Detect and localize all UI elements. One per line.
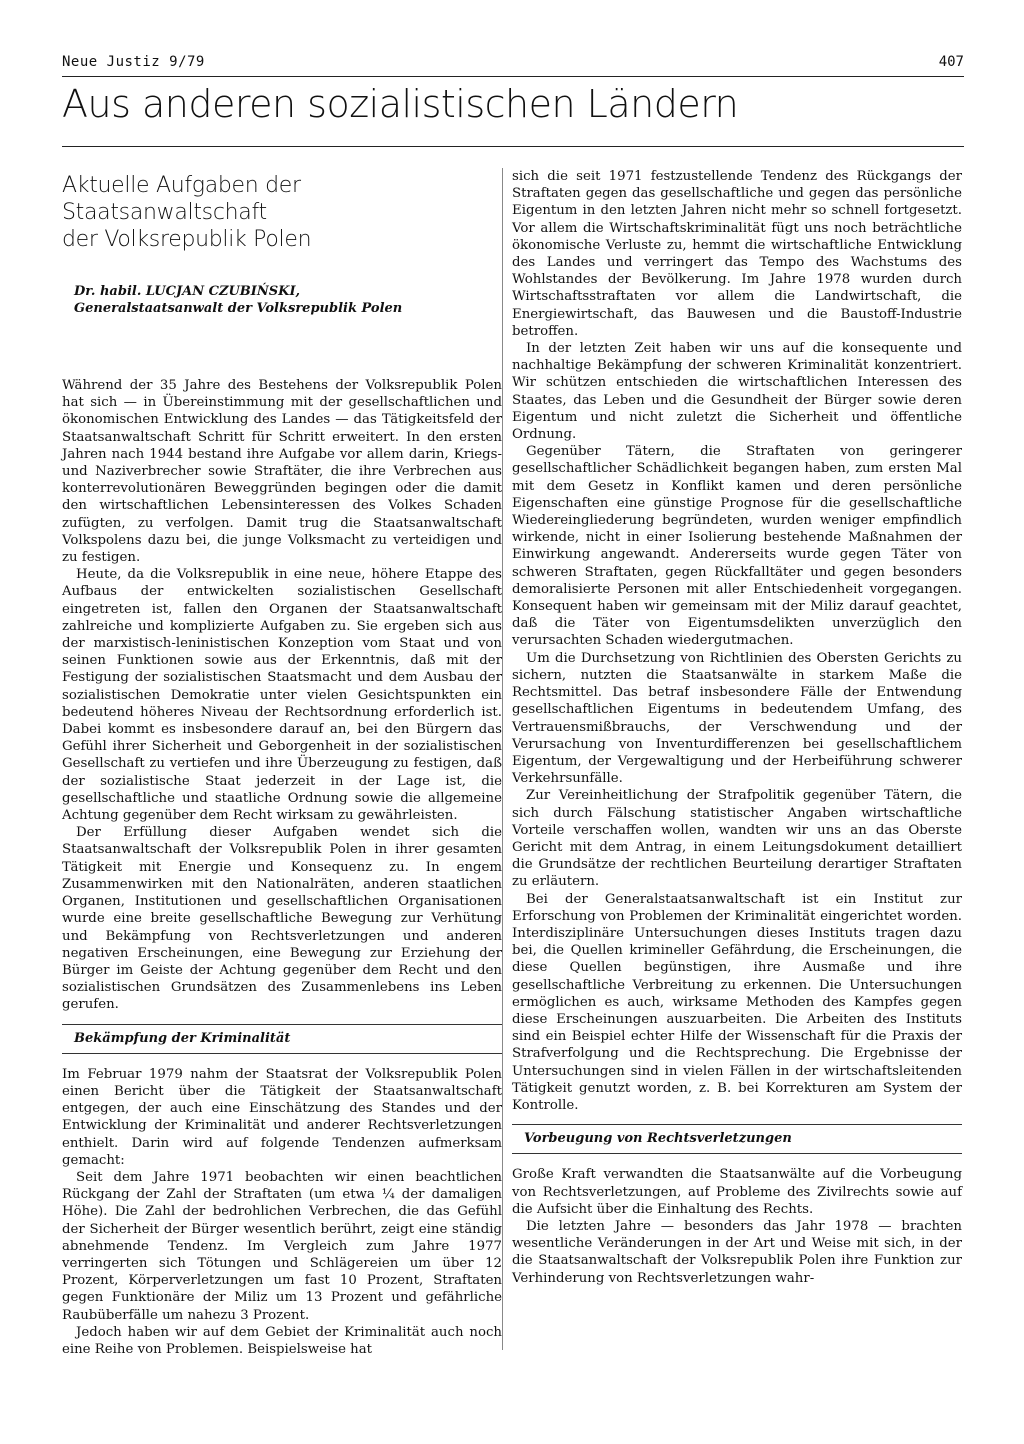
paragraph: Der Erfüllung dieser Aufgaben wendet sich die Staatsanwaltschaft der Volksrepublik Polen in ihrer gesamten Tätigkeit mit Energie und Konsequenz zu. In engem Zusammenwirken mit den Nationalräten, anderen staatlichen Organen, Institutionen und gesellschaftlichen Organisationen wurde eine breite gesellschaftliche Bewegung zur Verhütung und Bekämpfung von Rechtsverletzungen und anderen negativen Erscheinungen, eine Bewegung zur Erziehung der Bürger im Geiste der Achtung gegenüber dem Recht und den sozialistischen Grundsätzen des Zusammenlebens ins Leben gerufen. (62, 825, 502, 1013)
left-column (62, 168, 502, 1358)
section-title: Aus anderen sozialistischen Ländern (62, 82, 739, 126)
paragraph: Heute, da die Volksrepublik in eine neue, höhere Etappe des Aufbaus der entwickelten sozialistischen Gesellschaft eingetreten ist, fallen den Organen der Staatsanwaltschaft zahlreiche und komplizierte Aufgaben zu. Sie ergeben sich aus der marxistisch-leninistischen Konzeption vom Staat und von seinen Funktionen sowie aus der Erkenntnis, daß mit der Festigung der sozialistischen Staatsmacht und dem Ausbau der sozialistischen Demokratie unter vielen Gesichtspunkten ein bedeutend höheres Niveau der Rechtsordnung erforderlich ist. Dabei kommt es insbesondere darauf an, bei den Bürgern das Gefühl ihrer Sicherheit und Geborgenheit in der sozialistischen Gesellschaft zu vertiefen und ihre Überzeugung zu festigen, daß der sozialistische Staat jederzeit in der Lage ist, die gesellschaftliche und staatliche Ordnung sowie die allgemeine Achtung gegenüber dem Recht wirksam zu gewährleisten. (62, 567, 502, 824)
author-role: Generalstaatsanwalt der Volksrepublik Polen (74, 301, 403, 316)
author-name: Dr. habil. LUCJAN CZUBIŃSKI, (74, 284, 301, 299)
subheading: Vorbeugung von Rechtsverletzungen (524, 1131, 792, 1147)
paragraph: Im Februar 1979 nahm der Staatsrat der Volksrepublik Polen einen Bericht über die Tätigkeit der Staatsanwaltschaft entgegen, der auch eine Einschätzung des Standes und der Entwicklung der Kriminalität und anderer Rechtsverletzungen enthielt. Darin wird auf folgende Tendenzen aufmerksam gemacht: (62, 1066, 502, 1168)
paragraph: In der letzten Zeit haben wir uns auf die konsequente und nachhaltige Bekämpfung der schweren Kriminalität konzentriert. Wir schützen entschieden die wirtschaftlichen Interessen des Staates, das Leben und die Gesundheit der Bürger sowie deren Eigentum und nicht zuletzt die Sicherheit und öffentliche Ordnung. (512, 341, 962, 443)
subheading: Bekämpfung der Kriminalität (74, 1030, 291, 1046)
paragraph: Gegenüber Tätern, die Straftaten von geringerer gesellschaftlicher Schädlichkeit begangen haben, zum ersten Mal mit dem Gesetz in Konflikt kamen und deren persönliche Eigenschaften eine günstige Prognose für die gesellschaftliche Wiedereingliederung begründeten, wurden weniger empfindlich wirkende, nicht in einer Isolierung bestehende Maßnahmen der Einwirkung angewandt. Andererseits wurde gegen Täter von schweren Straftaten, gegen Rückfalltäter und gegen besonders demoralisierte Personen mit aller Entschiedenheit vorgegangen. Konsequent haben wir gemeinsam mit der Miliz darauf geachtet, daß die Täter von Eigentumsdelikten unverzüglich den verursachten Schaden wiedergutmachen. (512, 444, 962, 649)
paragraph: Jedoch haben wir auf dem Gebiet der Kriminalität auch noch eine Reihe von Problemen. Beispielsweise hat (62, 1324, 502, 1357)
subheading-box (512, 1124, 962, 1154)
article-title-line-2: der Volksrepublik Polen (62, 227, 312, 252)
header-rule (62, 76, 964, 77)
paragraph: Um die Durchsetzung von Richtlinien des Obersten Gerichts zu sichern, nutzten die Staatsanwälte in starkem Maße die Rechtsmittel. Das betraf insbesondere Fälle der Entwendung gesellschaftlichen Eigentums in bedeutendem Umfang, des Vertrauensmißbrauchs, der Verschwendung und der Verursachung von Inventurdifferenzen bei gesellschaftlichem Eigentum, der Vergewaltigung und der Herbeiführung schwerer Verkehrsunfälle. (512, 650, 962, 787)
article-title-line-1: Aktuelle Aufgaben der Staatsanwaltschaft (62, 173, 301, 225)
paragraph: Bei der Generalstaatsanwaltschaft ist ein Institut zur Erforschung von Problemen der Kriminalität eingerichtet worden. Interdisziplinäre Untersuchungen dieses Instituts tragen dazu bei, die Quellen krimineller Gefährdung, die Erscheinungen, die diese Quellen begünstigen, ihre Ausmaße und ihre gesellschaftliche Verbreitung zu erkennen. Die Untersuchungen ermöglichen es auch, wirksame Methoden des Kampfes gegen diese Erscheinungen auszuarbeiten. Die Arbeiten des Instituts sind ein Beispiel echter Hilfe der Wissenschaft für die Praxis der Strafverfolgung und die Rechtsprechung. Die Ergebnisse der Untersuchungen sind in vielen Fällen in der wirtschaftsleitenden Tätigkeit genutzt worden, z. B. bei Korrekturen am System der Kontrolle. (512, 891, 962, 1113)
paragraph: Während der 35 Jahre des Bestehens der Volksrepublik Polen hat sich — in Übereinstimmung mit der gesellschaftlichen und ökonomischen Entwicklung des Landes — das Tätigkeitsfeld der Staatsanwaltschaft Schritt für Schritt erweitert. In den ersten Jahren nach 1944 bestand ihre Aufgabe vor allem darin, Kriegs- und Naziverbrecher sowie Straftäter, die ihre Verbrechen aus konterrevolutionären Beweggründen begingen oder die damit den wirtschaftlichen Lebensinteressen des Volkes Schaden zufügten, zu verfolgen. Damit trug die Staatsanwaltschaft Volkspolens dazu bei, die junge Volksmacht zu verteidigen und zu festigen. (62, 378, 502, 566)
paragraph: Seit dem Jahre 1971 beobachten wir einen beachtlichen Rückgang der Zahl der Straftaten (um etwa ¼ der damaligen Höhe). Die Zahl der bedrohlichen Verbrechen, die das Gefühl der Sicherheit der Bürger wesentlich berührt, zeigt eine ständig abnehmende Tendenz. Im Vergleich zum Jahre 1977 verringerten sich Tötungen und Schlägereien um über 12 Prozent, Körperverletzungen um fast 10 Prozent, Straftaten gegen Funktionäre der Miliz um 13 Prozent und gefährliche Raubüberfälle um nahezu 3 Prozent. (62, 1169, 502, 1323)
journal-issue: Neue Justiz 9/79 (62, 54, 205, 70)
paragraph: Große Kraft verwandten die Staatsanwälte auf die Vorbeugung von Rechtsverletzungen, auf Probleme des Zivilrechts sowie auf die Aufsicht über die Einhaltung des Rechts. (512, 1167, 962, 1217)
page-number: 407 (938, 54, 964, 70)
section-rule (62, 146, 964, 147)
right-column (512, 168, 962, 1287)
paragraph: Die letzten Jahre — besonders das Jahr 1978 — brachten wesentliche Veränderungen in der Art und Weise mit sich, in der die Staatsanwaltschaft der Volksrepublik Polen ihre Funktion zur Verhinderung von Rechtsverletzungen wahr- (512, 1218, 962, 1286)
author-block (74, 283, 502, 317)
article-title (62, 172, 502, 253)
subheading-box (62, 1024, 502, 1054)
paragraph: sich die seit 1971 festzustellende Tendenz des Rückgangs der Straftaten gegen das gesellschaftliche und gegen das persönliche Eigentum in den letzten Jahren nicht mehr so schnell fortgesetzt. Vor allem die Wirtschaftskriminalität fügt uns noch beträchtliche ökonomische Verluste zu, hemmt die wirtschaftliche Entwicklung des Landes und verringert das Tempo des Wachstums des Wohlstandes der Bevölkerung. Im Jahre 1978 wurden durch Wirtschaftsstraftaten vor allem die Landwirtschaft, die Energiewirtschaft, das Bauwesen und die Baustoff-Industrie betroffen. (512, 169, 962, 339)
running-header (62, 54, 964, 74)
column-divider (502, 168, 503, 1350)
paragraph: Zur Vereinheitlichung der Strafpolitik gegenüber Tätern, die sich durch Fälschung statistischer Angaben wirtschaftliche Vorteile verschaffen wollen, wandten wir uns an das Oberste Gericht mit dem Antrag, in einem Leitungsdokument detailliert die Grundsätze der rechtlichen Beurteilung derartiger Straftaten zu erläutern. (512, 788, 962, 890)
